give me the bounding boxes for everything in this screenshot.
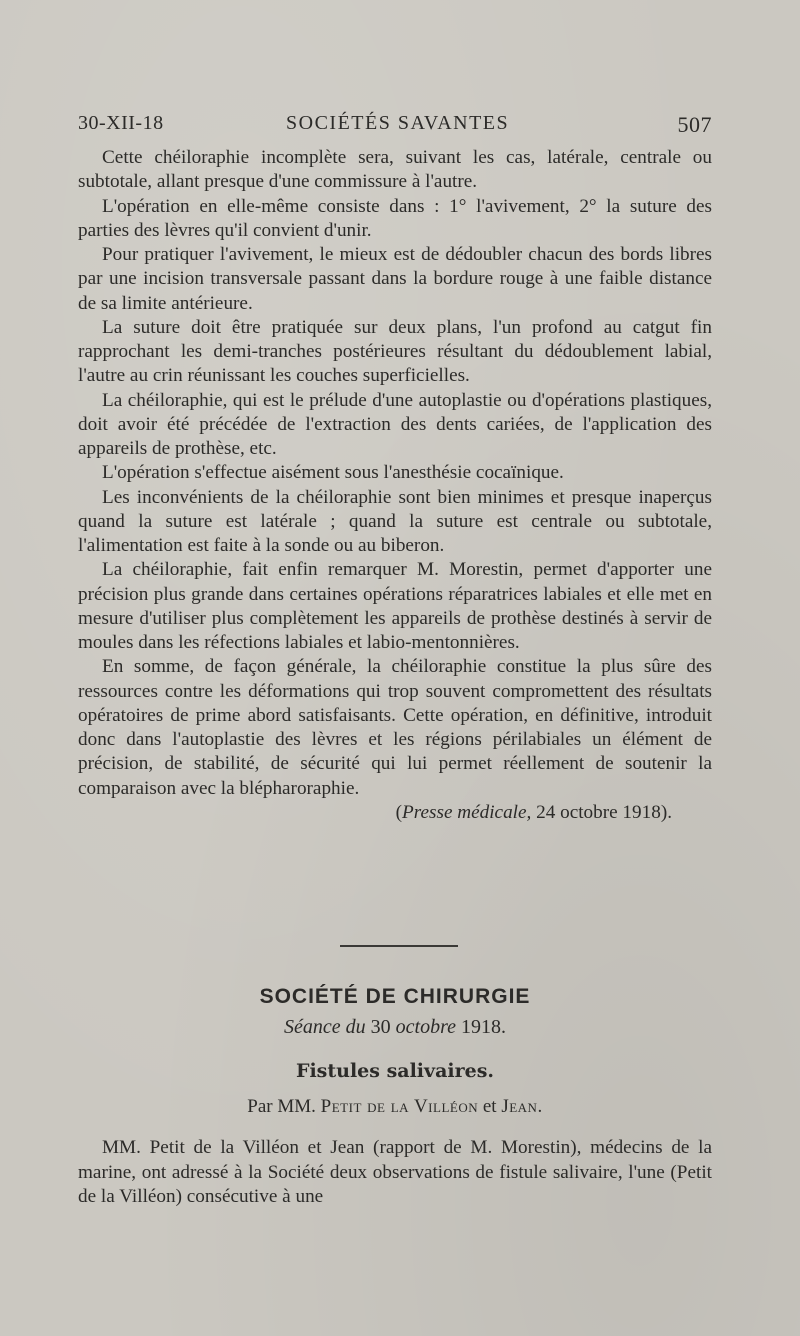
header-section-title: SOCIÉTÉS SAVANTES (286, 112, 510, 134)
paragraph: L'opération s'effectue aisément sous l'anesthésie cocaïnique. (102, 462, 564, 484)
citation-open: ( (395, 801, 403, 823)
society-title: SOCIÉTÉ DE CHIRURGIE (259, 985, 531, 1008)
section-divider (340, 945, 458, 947)
citation-source: Presse médicale, (402, 801, 532, 823)
paragraph: Cette chéiloraphie incomplète sera, suivant les cas, latérale, centrale ou subtotale, allant presque d'une commissure à l'autre. (78, 147, 712, 193)
session-year: 1918. (461, 1016, 506, 1038)
byline (78, 1096, 712, 1118)
main-text (78, 146, 712, 825)
paragraph: L'opération en elle-même consiste dans : 1° l'avivement, 2° la suture des parties des lèvres qu'il convient d'unir. (78, 195, 712, 241)
header-date: 30-XII-18 (78, 112, 164, 134)
citation (78, 801, 712, 825)
session-label: Séance du (284, 1016, 366, 1038)
byline-author-2: Jean. (501, 1096, 543, 1117)
session-line (78, 1016, 712, 1039)
paragraph: Pour pratiquer l'avivement, le mieux est de dédoubler chacun des bords libres par une incision transversale passant dans la bordure rouge à une faible distance de sa limite antérieure. (78, 244, 712, 314)
session-day: 30 (370, 1016, 391, 1038)
byline-author-1: Petit de la Villéon (320, 1096, 479, 1117)
citation-close: ). (660, 801, 672, 823)
byline-prefix: Par MM. (247, 1096, 316, 1117)
session-month: octobre (395, 1016, 456, 1038)
article-title: Fistules salivaires. (295, 1060, 495, 1082)
paragraph: MM. Petit de la Villéon et Jean (rapport de M. Morestin), médecins de la marine, ont adressé à la Société deux observations de fistule salivaire, l'une (Petit de la Villéon) consécutive à une (78, 1137, 712, 1207)
paragraph: La suture doit être pratiquée sur deux plans, l'un profond au catgut fin rapprochant les demi-tranches postérieures résultant du dédoublement labial, l'autre au crin réunissant les couches superficielles. (78, 316, 712, 387)
article-body (78, 1136, 712, 1210)
paragraph: Les inconvénients de la chéiloraphie sont bien minimes et presque inaperçus quand la suture est latérale ; quand la suture est centrale ou subtotale, l'alimentation est faite à la sonde ou au biberon. (78, 486, 712, 556)
page-number: 507 (677, 112, 712, 137)
running-head (78, 108, 712, 138)
citation-date: 24 octobre 1918 (536, 801, 661, 823)
paragraph: En somme, de façon générale, la chéiloraphie constitue la plus sûre des ressources contre les déformations qui trop souvent compromettent des résultats opératoires de prime abord satisfaisants. Cette opération, en définitive, introduit donc dans l'autoplastie des lèvres et les régions périlabiales un élément de précision, de stabilité, de sécurité qui lui permet réellement de soutenir la comparaison avec la blépharoraphie. (78, 656, 712, 799)
paragraph: La chéiloraphie, qui est le prélude d'une autoplastie ou d'opérations plastiques, doit avoir été précédée de l'extraction des dents cariées, de l'application des appareils de prothèse, etc. (78, 389, 712, 459)
byline-and: et (482, 1096, 497, 1117)
paragraph: La chéiloraphie, fait enfin remarquer M. Morestin, permet d'apporter une précision plus grande dans certaines opérations réparatrices labiales et elle met en mesure d'utiliser plus complètement les appareils de prothèse destinés à servir de moules dans les réfections labiales et labio-mentonnières. (78, 559, 712, 653)
